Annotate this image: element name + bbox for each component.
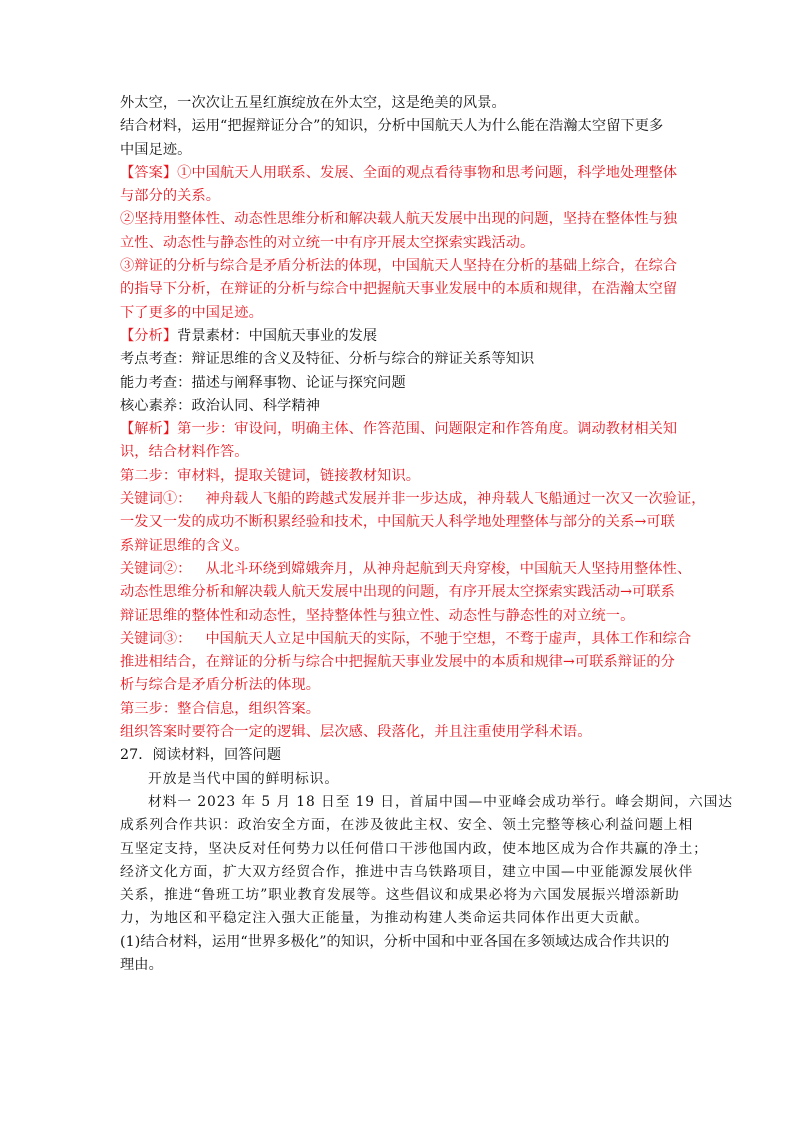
step-2-line: 第二步：审材料，提取关键词，链接教材知识。 [120,467,421,484]
keyword-1-label: 关键词①： [120,491,192,508]
analysis-line [120,325,700,348]
question-line-1: 结合材料，运用“把握辩证分合”的知识，分析中国航天人为什么能在浩瀚太空留下更多 [120,118,664,135]
explanation-line-1 [120,418,700,441]
explanation-text-1a: 第一步：审设问，明确主体、作答范围、问题限定和作答角度。调动教材相关知 [177,421,678,438]
material-1-line-4: 经济文化方面，扩大双方经贸合作，推进中吉乌铁路项目，建立中国—中亚能源发展伙伴 [120,863,694,880]
question-27-heading: 27．阅读材料，回答问题 [120,747,282,764]
material-line-1: 外太空，一次次让五星红旗绽放在外太空，这是绝美的风景。 [120,95,506,111]
keyword-2-label: 关键词②： [120,560,192,577]
explanation-line-2: 识，结合材料作答。 [120,444,249,461]
keyword-2-text-a: 从北斗环绕到嫦娥奔月，从神舟起航到天舟穿梭，中国航天人坚持用整体性、 [205,560,692,577]
analysis-text: 背景素材：中国航天事业的发展 [177,327,378,344]
keyword-3-line-3: 析与综合是矛盾分析法的体现。 [120,677,321,694]
step-3-line: 第三步：整合信息，组织答案。 [120,700,321,717]
keyword-1-text-a: 神舟载人飞船的跨越式发展并非一步达成，神舟载人飞船通过一次又一次验证， [205,491,706,508]
keyword-1-line-3: 系辩证思维的含义。 [120,537,249,554]
ability-line: 能力考查：描述与阐释事物、论证与探究问题 [120,374,406,391]
answer-line-3: ②坚持用整体性、动态性思维分析和解决载人航天发展中出现的问题，坚持在整体性与独 [120,211,678,228]
keyword-2-line-1 [120,558,700,581]
answer-line-2: 与部分的关系。 [120,188,221,205]
answer-line-4: 立性、动态性与静态性的对立统一中有序开展太空探索实践活动。 [120,234,535,251]
keyword-3-text-a: 中国航天人立足中国航天的实际，不驰于空想，不骛于虚声，具体工作和综合 [205,630,692,647]
answer-tag: 【答案】 [120,164,178,181]
question-line-2: 中国足迹。 [120,141,192,158]
intro-line: 开放是当代中国的鲜明标识。 [148,770,340,787]
answer-line-6: 的指导下分析，在辩证的分析与综合中把握航天事业发展中的本质和规律，在浩瀚太空留 [120,281,678,298]
keyword-3-line-1 [120,628,700,651]
answer-line-1 [120,162,700,185]
answer-line-5: ③辩证的分析与综合是矛盾分析法的体现，中国航天人坚持在分析的基础上综合，在综合 [120,258,678,275]
keyword-3-label: 关键词③： [120,630,192,647]
material-1-line-5: 关系，推进“鲁班工坊”职业教育发展等。这些倡议和成果必将为六国发展振兴增添新助 [120,887,680,904]
explanation-tag: 【解析】 [120,421,178,438]
material-1-line-2: 成系列合作共识：政治安全方面，在涉及彼此主权、安全、领土完整等核心利益问题上相 [120,817,694,834]
answer-text-1a: ①中国航天人用联系、发展、全面的观点看待事物和思考问题，科学地处理整体 [177,164,678,181]
material-1-line-1: 材料一 2023 年 5 月 18 日至 19 日，首届中国—中亚峰会成功举行。峰会期间，六国达 [148,793,733,810]
subquestion-1-line-1: (1)结合材料，运用“世界多极化”的知识，分析中国和中亚各国在多领域达成合作共识的 [120,933,670,950]
exam-points-line: 考点考查：辩证思维的含义及特征、分析与综合的辩证关系等知识 [120,351,535,368]
organize-answer-line: 组织答案时要符合一定的逻辑、层次感、段落化，并且注重使用学科术语。 [120,724,592,741]
material-1-line-3: 互坚定支持，坚决反对任何势力以任何借口干涉他国内政，使本地区成为合作共赢的净土； [120,840,708,857]
material-1-line-6: 力，为地区和平稳定注入强大正能量，为推动构建人类命运共同体作出更大贡献。 [120,910,650,927]
keyword-1-line-2: 一发又一发的成功不断积累经验和技术，中国航天人科学地处理整体与部分的关系→可联 [120,514,675,531]
keyword-3-line-2: 推进相结合，在辩证的分析与综合中把握航天事业发展中的本质和规律→可联系辩证的分 [120,654,675,671]
core-literacy-line: 核心素养：政治认同、科学精神 [120,397,321,414]
answer-line-7: 下了更多的中国足迹。 [120,304,263,321]
keyword-2-line-3: 辩证思维的整体性和动态性，坚持整体性与独立性、动态性与静态性的对立统一。 [120,607,635,624]
analysis-tag: 【分析】 [120,327,178,344]
keyword-1-line-1 [120,488,706,511]
subquestion-1-line-2: 理由。 [120,956,163,973]
keyword-2-line-2: 动态性思维分析和解决载人航天发展中出现的问题，有序开展太空探索实践活动→可联系 [120,584,675,601]
